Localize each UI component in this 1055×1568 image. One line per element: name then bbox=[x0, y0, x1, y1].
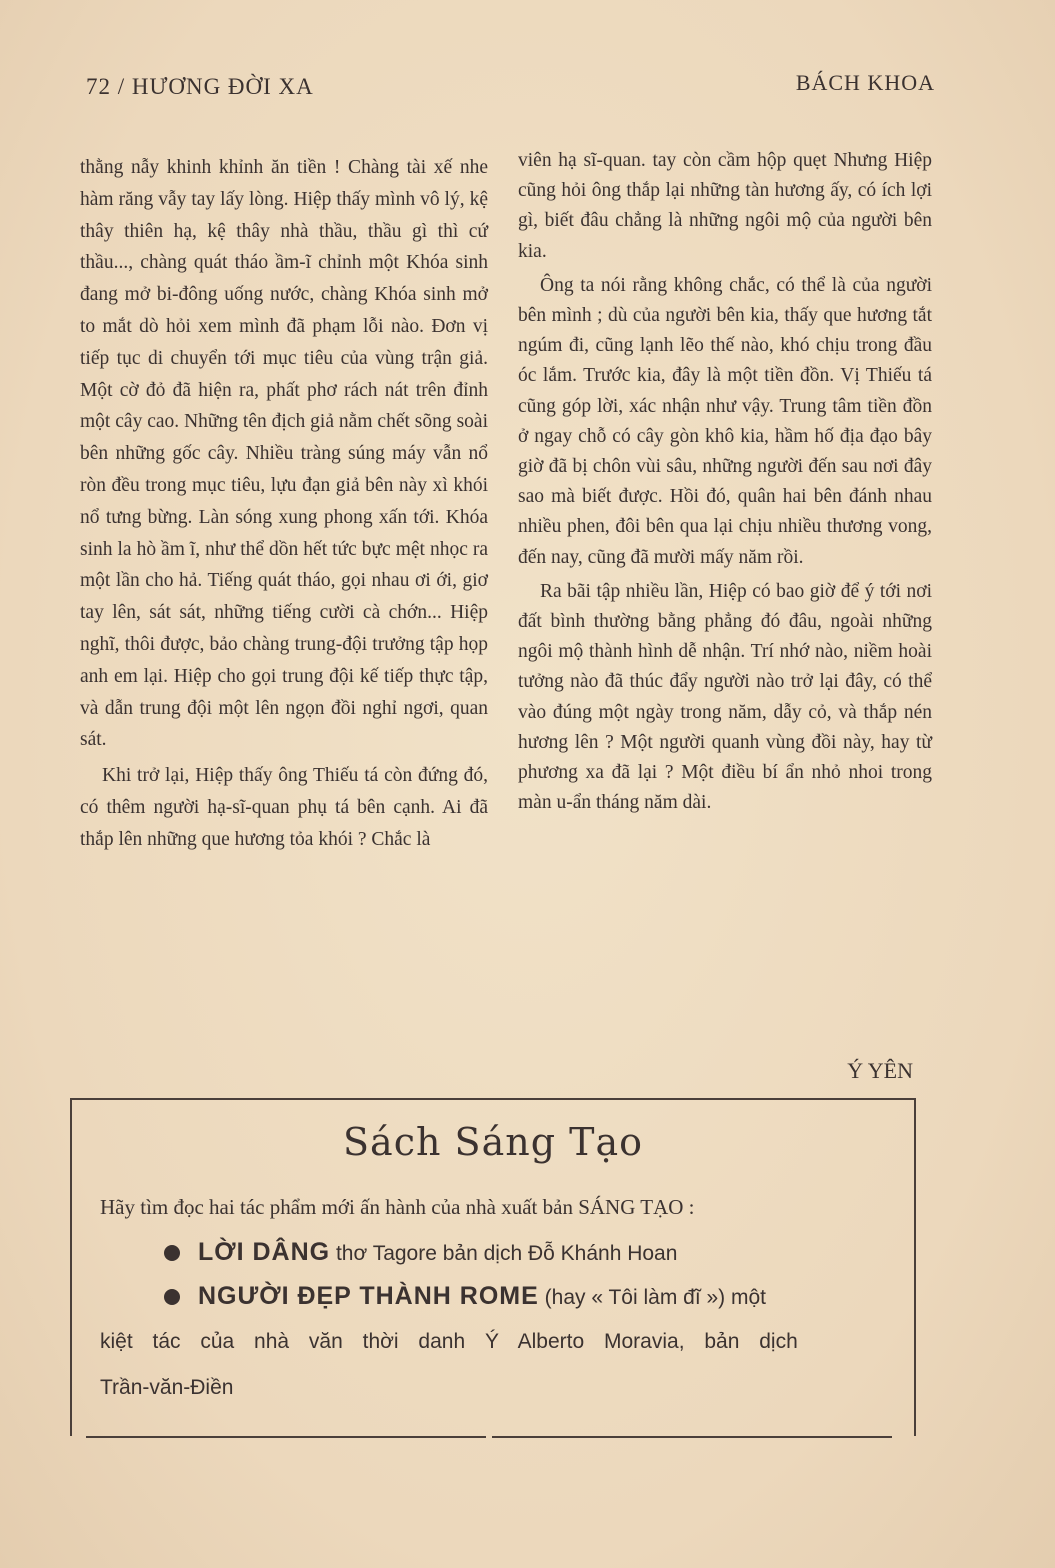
paragraph: viên hạ sĩ-quan. tay còn cầm hộp quẹt Nhưng Hiệp cũng hỏi ông thắp lại những tàn hương ấy, có ích lợi gì, biết đâu chẳng là những ngôi mộ của người bên kia. bbox=[518, 150, 932, 262]
ad-book-item bbox=[164, 1238, 677, 1267]
divider-rule bbox=[86, 1436, 486, 1438]
bullet-icon bbox=[164, 1245, 180, 1261]
book-description: thơ Tagore bản dịch Đỗ Khánh Hoan bbox=[335, 1242, 678, 1265]
author-signature: Ý YÊN bbox=[847, 1058, 913, 1083]
text-column-right bbox=[518, 146, 932, 822]
ad-intro: Hãy tìm đọc hai tác phẩm mới ấn hành của nhà xuất bản SÁNG TẠO : bbox=[100, 1195, 695, 1219]
text-column-left bbox=[80, 152, 488, 860]
book-description: (hay « Tôi làm đĩ ») một bbox=[544, 1286, 767, 1309]
magazine-name: BÁCH KHOA bbox=[795, 70, 935, 95]
book-title: NGƯỜI ĐẸP THÀNH ROME bbox=[198, 1282, 539, 1310]
page-header-title: 72 / HƯƠNG ĐỜI XA bbox=[86, 74, 314, 99]
paragraph: Ra bãi tập nhiều lần, Hiệp có bao giờ để ý tới nơi đất bình thường bằng phẳng đó đâu, ngoài những ngôi mộ thành hình dễ nhận. Trí nhớ nào, niềm hoài tưởng nào đã thúc đẩy người nào trở lại đây, có thể vào đúng một ngày trong năm, dẫy cỏ, và thắp nén hương lên ? Một người quanh vùng đồi này, hay từ phương xa đã lại ? Một điều bí ẩn nhỏ nhoi trong màn u-ẩn tháng năm dài. bbox=[518, 580, 932, 814]
paragraph: Khi trở lại, Hiệp thấy ông Thiếu tá còn đứng đó, có thêm người hạ-sĩ-quan phụ tá bên cạnh. Ai đã thắp lên những que hương tỏa khói ? Chắc là bbox=[80, 765, 488, 850]
book-description-continued: kiệt tác của nhà văn thời danh Ý Alberto Moravia, bản dịch bbox=[100, 1330, 798, 1353]
book-translator: Trần-văn-Điền bbox=[100, 1376, 234, 1399]
ad-book-item bbox=[164, 1282, 766, 1311]
paragraph: Ông ta nói rằng không chắc, có thể là của người bên mình ; dù của người bên kia, thấy que hương tắt ngúm đi, cũng lạnh lẽo thế nào, khó chịu trong đầu óc lắm. Trước kia, đây là một tiền đồn. Vị Thiếu tá cũng góp lời, xác nhận như vậy. Trung tâm tiền đồn ở ngay chỗ có cây gòn khô kia, hầm hố địa đạo bây giờ đã bị chôn vùi sâu, những người đến sau nơi đây sao mà biết được. Hồi đó, quân hai bên đánh nhau nhiều phen, đôi bên qua lại chịu nhiều thương vong, đến nay, cũng đã mười mấy năm rồi. bbox=[518, 274, 932, 568]
book-advertisement bbox=[70, 1098, 916, 1436]
bullet-icon bbox=[164, 1289, 180, 1305]
book-title: LỜI DÂNG bbox=[198, 1238, 331, 1266]
divider-rule bbox=[492, 1436, 892, 1438]
paragraph: thằng nẫy khinh khỉnh ăn tiền ! Chàng tài xế nhe hàm răng vẫy tay lấy lòng. Hiệp thấy mình vô lý, kệ thây thiên hạ, kệ thây nhà thầu, thầu gì thì cứ thầu..., chàng quát tháo ầm-ĩ chỉnh một Khóa sinh đang mở bi-đông uống nước, chàng Khóa sinh mở to mắt dò hỏi xem mình đã phạm lỗi nào. Đơn vị tiếp tục di chuyển tới mục tiêu của vùng trận giả. Một cờ đỏ đã hiện ra, phất phơ rách nát trên đỉnh một cây cao. Những tên địch giả nằm chết sõng soài bên những gốc cây. Nhiều tràng súng máy vẫn nổ ròn đều trong mục tiêu, lựu đạn giả bên này xì khói nổ tưng bừng. Làn sóng xung phong xấn tới. Khóa sinh la hò ầm ĩ, như thể dồn hết tức bực mệt nhọc ra một lần cho hả. Tiếng quát tháo, gọi nhau ơi ới, giơ tay lên, sát sát, những tiếng cười cà chớn... Hiệp nghĩ, thôi được, bảo chàng trung-đội trưởng tập họp anh em lại. Hiệp cho gọi trung đội kế tiếp thực tập, và dẫn trung đội một lên ngọn đồi nghỉ ngơi, quan sát. bbox=[80, 157, 488, 751]
ad-title: Sách Sáng Tạo bbox=[343, 1120, 643, 1164]
